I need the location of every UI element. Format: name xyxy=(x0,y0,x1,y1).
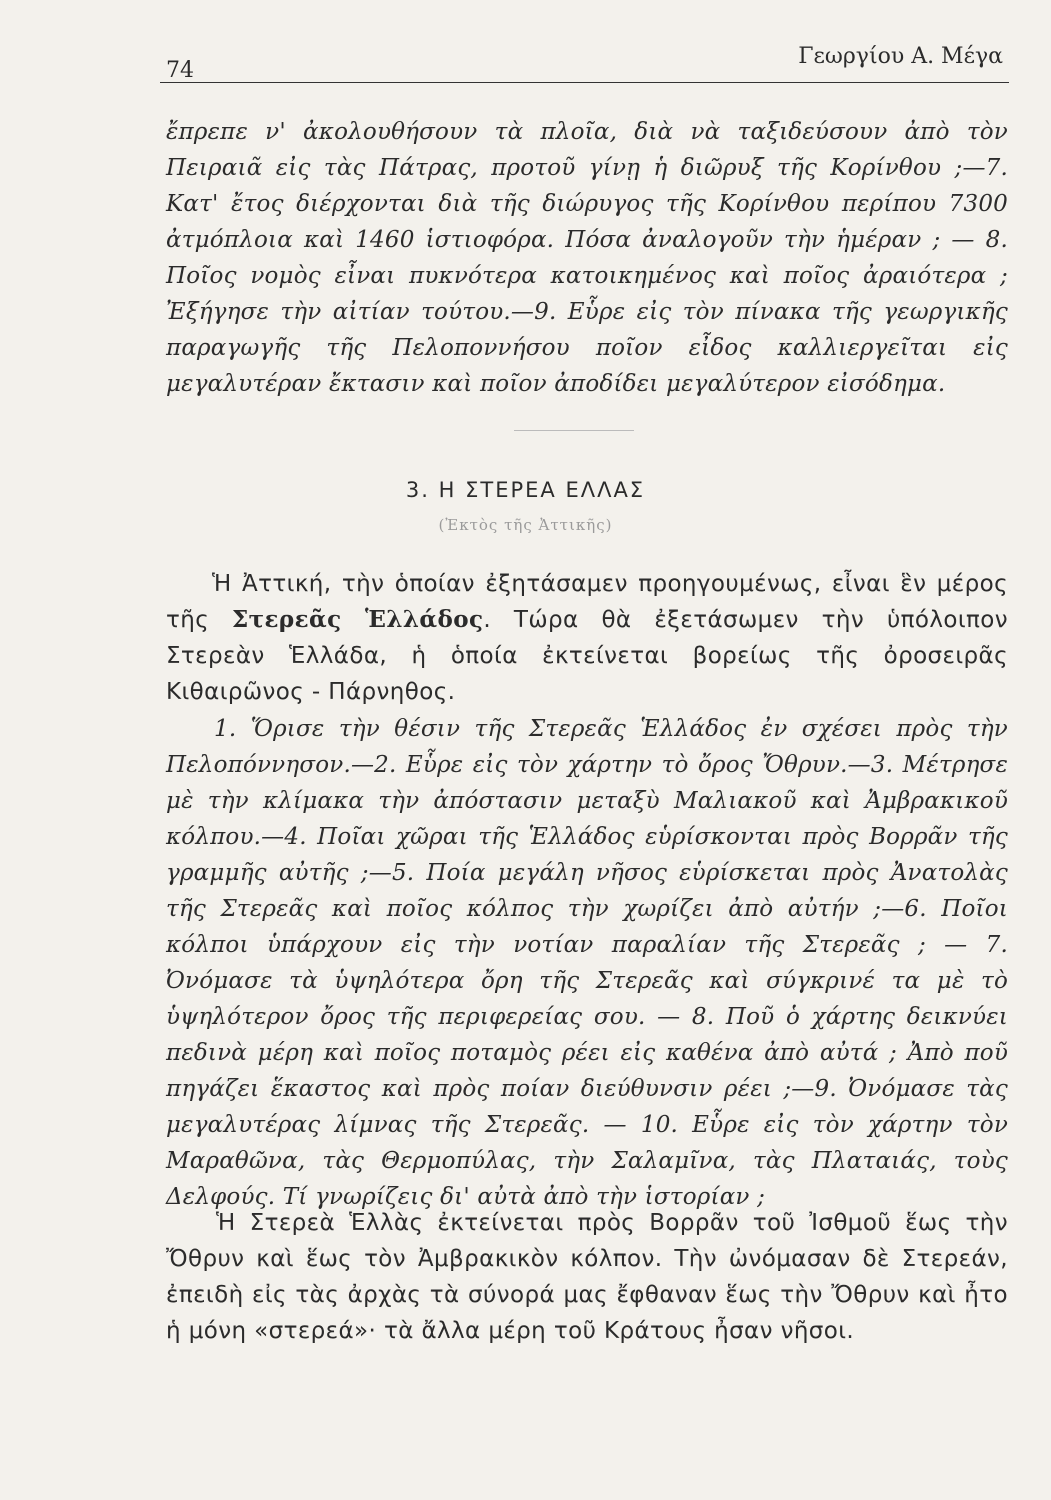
intro-bold-term: Στερεᾶς Ἑλλάδος xyxy=(231,606,484,633)
intro-text-end: . Τώρα θὰ ἐξετάσωμεν τὴν ὑπόλοιπον Στερεὰν Ἑλλάδα, ἡ ὁποία ἐκτείνεται βορείως τῆς ὀροσειρᾶς Κιθαιρῶνος - Πάρνηθος. xyxy=(166,607,1009,705)
intro-paragraph xyxy=(166,566,1008,710)
exercise-paragraph: 1. Ὅρισε τὴν θέσιν τῆς Στερεᾶς Ἑλλάδος ἐν σχέσει πρὸς τὴν Πελοπόννησον.—2. Εὗρε εἰς τὸν χάρτην τὸ ὄρος Ὄθρυν.—3. Μέτρησε μὲ τὴν κλίμακα τὴν ἀπόστασιν μεταξὺ Μαλιακοῦ καὶ Ἀμβρακικοῦ κόλπου.—4. Ποῖαι χῶραι τῆς Ἑλλάδος εὑρίσκονται πρὸς Βορρᾶν τῆς γραμμῆς αὐτῆς ;—5. Ποία μεγάλη νῆσος εὑρίσκεται πρὸς Ἀνατολὰς τῆς Στερεᾶς καὶ ποῖος κόλπος τὴν χωρίζει ἀπὸ αὐτήν ;—6. Ποῖοι κόλποι ὑπάρχουν εἰς τὴν νοτίαν παραλίαν τῆς Στερεᾶς ; — 7. Ὀνόμασε τὰ ὑψηλότερα ὄρη τῆς Στερεᾶς καὶ σύγκρινέ τα μὲ τὸ ὑψηλότερον ὄρος τῆς περιφερείας σου. — 8. Ποῦ ὁ χάρτης δεικνύει πεδινὰ μέρη καὶ ποῖος ποταμὸς ρέει εἰς καθένα ἀπὸ αὐτά ; Ἀπὸ ποῦ πηγάζει ἕκαστος καὶ πρὸς ποίαν διεύθυνσιν ρέει ;—9. Ὀνόμασε τὰς μεγαλυτέρας λίμνας τῆς Στερεᾶς. — 10. Εὗρε εἰς τὸν χάρτην τὸν Μαραθῶνα, τὰς Θερμοπύλας, τὴν Σαλαμῖνα, τὰς Πλαταιάς, τοὺς Δελφούς. Τί γνωρίζεις δι' αὐτὰ ἀπὸ τὴν ἱστορίαν ; xyxy=(166,716,1008,1210)
header-rule xyxy=(160,82,1009,83)
section-divider xyxy=(514,430,634,431)
page-number: 74 xyxy=(166,58,194,83)
description-paragraph: Ἡ Στερεὰ Ἑλλὰς ἐκτείνεται πρὸς Βορρᾶν τοῦ Ἰσθμοῦ ἕως τὴν Ὄθρυν καὶ ἕως τὸν Ἀμβρακικὸν κόλπον. Τὴν ὠνόμασαν δὲ Στερεάν, ἐπειδὴ εἰς τὰς ἀρχὰς τὰ σύνορά μας ἔφθαναν ἕως τὴν Ὄθρυν καὶ ἦτο ἡ μόνη «στερεά»· τὰ ἄλλα μέρη τοῦ Κράτους ἦσαν νῆσοι. xyxy=(166,1210,1008,1344)
section-title: 3. Η ΣΤΕΡΕΑ ΕΛΛΑΣ xyxy=(405,478,646,502)
exercise-paragraph-continued: ἔπρεπε ν' ἀκολουθήσουν τὰ πλοῖα, διὰ νὰ ταξιδεύσουν ἀπὸ τὸν Πειραιᾶ εἰς τὰς Πάτρας, προτοῦ γίνῃ ἡ διῶρυξ τῆς Κορίνθου ;—7. Κατ' ἔτος διέρχονται διὰ τῆς διώρυγος τῆς Κορίνθου περίπου 7300 ἀτμόπλοια καὶ 1460 ἱστιοφόρα. Πόσα ἀναλογοῦν τὴν ἡμέραν ; — 8. Ποῖος νομὸς εἶναι πυκνότερα κατοικημένος καὶ ποῖος ἀραιότερα ; Ἐξήγησε τὴν αἰτίαν τούτου.—9. Εὗρε εἰς τὸν πίνακα τῆς γεωργικῆς παραγωγῆς τῆς Πελοποννήσου ποῖον εἶδος καλλιεργεῖται εἰς μεγαλυτέραν ἔκτασιν καὶ ποῖον ἀποδίδει μεγαλύτερον εἰσόδημα. xyxy=(166,119,1008,397)
section-subtitle: (Ἐκτὸς τῆς Ἀττικῆς) xyxy=(438,516,613,534)
running-head: Γεωργίου Α. Μέγα xyxy=(798,44,1003,69)
intro-text-start: Ἡ Ἀττική, τὴν ὁποίαν ἐξητάσαμεν προηγουμένως, εἶναι ἓν μέρος τῆς xyxy=(166,571,1008,633)
